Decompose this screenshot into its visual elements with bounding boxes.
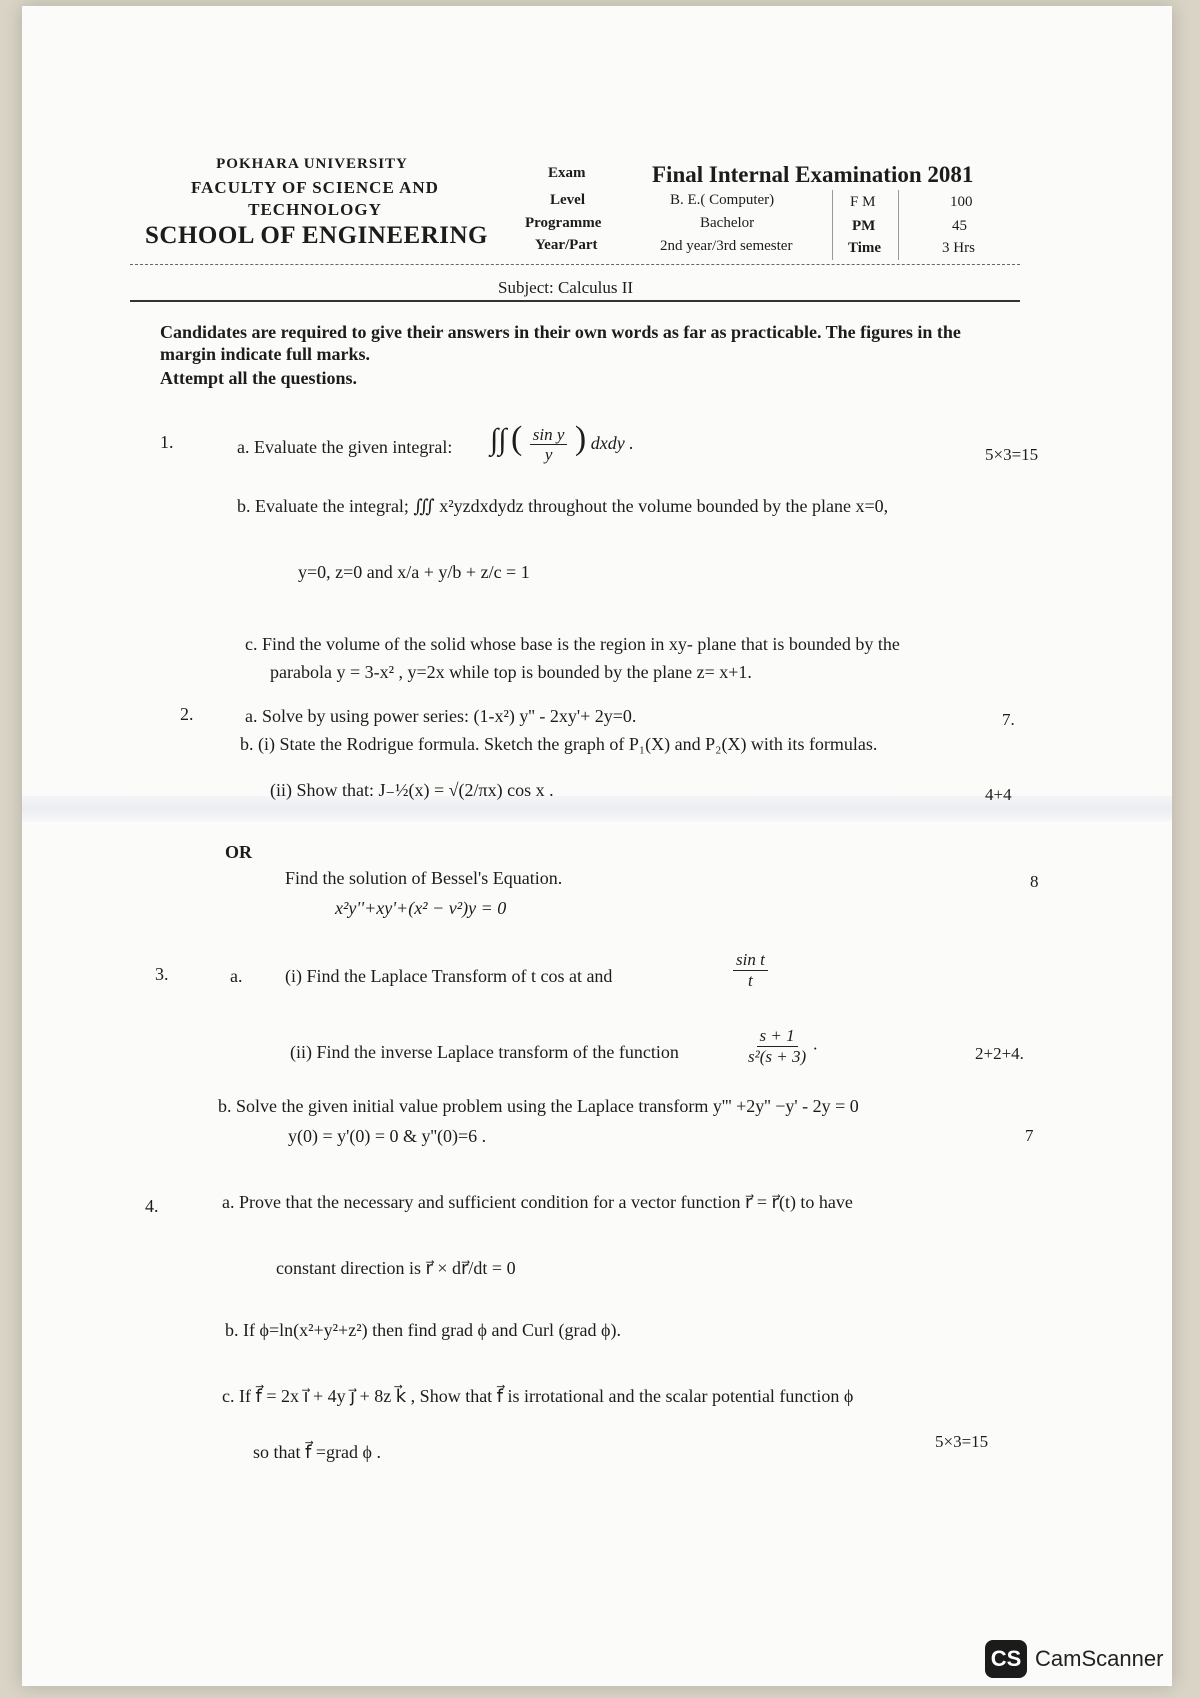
q1a-math bbox=[490, 420, 634, 465]
time-label: Time bbox=[848, 240, 882, 256]
pm-value: 45 bbox=[952, 218, 967, 234]
q4a-text-1: a. Prove that the necessary and sufficient condition for a vector function r⃗ = r⃗(t) to have bbox=[222, 1192, 853, 1212]
programme-label: Programme bbox=[525, 215, 602, 231]
q1b-text: b. Evaluate the integral; ∭ x²yzdxdydz throughout the volume bounded by the plane x=0, bbox=[237, 496, 889, 516]
q2b-text-2: (ii) Show that: J₋½(x) = √(2/πx) cos x . bbox=[270, 780, 554, 800]
subject-rule bbox=[130, 300, 1020, 302]
q2a-marks: 7. bbox=[1002, 710, 1015, 729]
exam-title: Final Internal Examination 2081 bbox=[652, 162, 974, 187]
fm-label: F M bbox=[850, 194, 876, 210]
q4b-text: b. If ϕ=ln(x²+y²+z²) then find grad ϕ and Curl (grad ϕ). bbox=[225, 1320, 621, 1340]
q1a-text: a. Evaluate the given integral: bbox=[237, 437, 453, 457]
instructions-line3: Attempt all the questions. bbox=[160, 368, 357, 388]
paren-close: ) bbox=[574, 420, 587, 457]
table-divider-1 bbox=[832, 190, 833, 260]
level-label: Level bbox=[550, 192, 585, 208]
q2a-text: a. Solve by using power series: (1-x²) y'' - 2xy'+ 2y=0. bbox=[245, 706, 637, 726]
q1-number: 1. bbox=[160, 432, 174, 452]
subject-line: Subject: Calculus II bbox=[498, 278, 634, 297]
table-divider-2 bbox=[898, 190, 899, 260]
q3b-text-2: y(0) = y'(0) = 0 & y''(0)=6 . bbox=[288, 1126, 487, 1146]
header-dashed-rule bbox=[130, 264, 1020, 265]
q3a-i-text: (i) Find the Laplace Transform of t cos at and bbox=[285, 966, 613, 986]
q3-number: 3. bbox=[155, 964, 169, 984]
q4a-text-2: constant direction is r⃗ × dr⃗/dt = 0 bbox=[276, 1258, 516, 1278]
q1-marks: 5×3=15 bbox=[985, 445, 1039, 464]
school-name: SCHOOL OF ENGINEERING bbox=[145, 222, 488, 249]
q4c-text-2: so that f⃗ =grad ϕ . bbox=[253, 1442, 381, 1462]
university-name: POKHARA UNIVERSITY bbox=[216, 156, 408, 172]
q4-marks: 5×3=15 bbox=[935, 1432, 989, 1451]
q3b-marks: 7 bbox=[1025, 1126, 1034, 1145]
camscanner-logo: CS bbox=[985, 1640, 1027, 1678]
programme-value: Bachelor bbox=[700, 215, 755, 231]
q2-or-marks: 8 bbox=[1030, 872, 1039, 891]
year-part-value: 2nd year/3rd semester bbox=[660, 238, 793, 254]
paren-open: ( bbox=[510, 420, 523, 457]
faculty-line2: TECHNOLOGY bbox=[248, 200, 382, 219]
q2-or-text: Find the solution of Bessel's Equation. bbox=[285, 868, 563, 888]
sin-t-over-t: $\frac{\text{sin t}}{t}$ bbox=[730, 950, 771, 990]
double-integral-symbol: ∫∫ bbox=[490, 423, 507, 456]
q2b-text-1: b. (i) State the Rodrigue formula. Sketch the graph of P₁(X) and P₂(X) with its formulas. bbox=[240, 734, 878, 754]
level-value: B. E.( Computer) bbox=[670, 192, 775, 208]
inverse-laplace-fraction: $\frac{s + 1}{\text{s²(s + 3)}}$ . bbox=[748, 1026, 818, 1066]
dxdy-label: dxdy . bbox=[590, 433, 634, 453]
q4c-text-1: c. If f⃗ = 2x i⃗ + 4y j⃗ + 8z k⃗ , Show that f⃗ is irrotational and the scalar potential function ϕ bbox=[222, 1386, 854, 1406]
q3a-label: a. bbox=[230, 966, 243, 986]
instructions-line2: margin indicate full marks. bbox=[160, 344, 370, 364]
bessel-equation: x²y''+xy'+(x² − v²)y = 0 bbox=[335, 898, 507, 918]
sin-y-over-y: $\frac{\text{sin y}}{y}$ bbox=[530, 425, 568, 465]
instructions-line1: Candidates are required to give their answers in their own words as far as practicable. The figures in the bbox=[160, 322, 961, 342]
time-value: 3 Hrs bbox=[942, 240, 975, 256]
q2b-marks: 4+4 bbox=[985, 785, 1012, 804]
exam-label: Exam bbox=[548, 165, 586, 181]
q3a-ii-text: (ii) Find the inverse Laplace transform of the function bbox=[290, 1042, 679, 1062]
q1b-text-2: y=0, z=0 and x/a + y/b + z/c = 1 bbox=[298, 562, 530, 582]
q1c-text-2: parabola y = 3-x² , y=2x while top is bounded by the plane z= x+1. bbox=[270, 662, 752, 682]
pm-label: PM bbox=[852, 218, 876, 234]
camscanner-brand: CamScanner bbox=[1035, 1646, 1164, 1671]
year-part-label: Year/Part bbox=[535, 237, 598, 253]
q3b-text-1: b. Solve the given initial value problem using the Laplace transform y''' +2y'' −y' - 2y = 0 bbox=[218, 1096, 859, 1116]
q1c-text-1: c. Find the volume of the solid whose base is the region in xy- plane that is bounded by the bbox=[245, 634, 900, 654]
q2-or-label: OR bbox=[225, 842, 252, 862]
exam-sheet bbox=[22, 6, 1172, 1686]
fm-value: 100 bbox=[950, 194, 973, 210]
q2-number: 2. bbox=[180, 704, 194, 724]
faculty-line1: FACULTY OF SCIENCE AND bbox=[191, 178, 439, 197]
q3a-marks: 2+2+4. bbox=[975, 1044, 1024, 1063]
q4-number: 4. bbox=[145, 1196, 159, 1216]
